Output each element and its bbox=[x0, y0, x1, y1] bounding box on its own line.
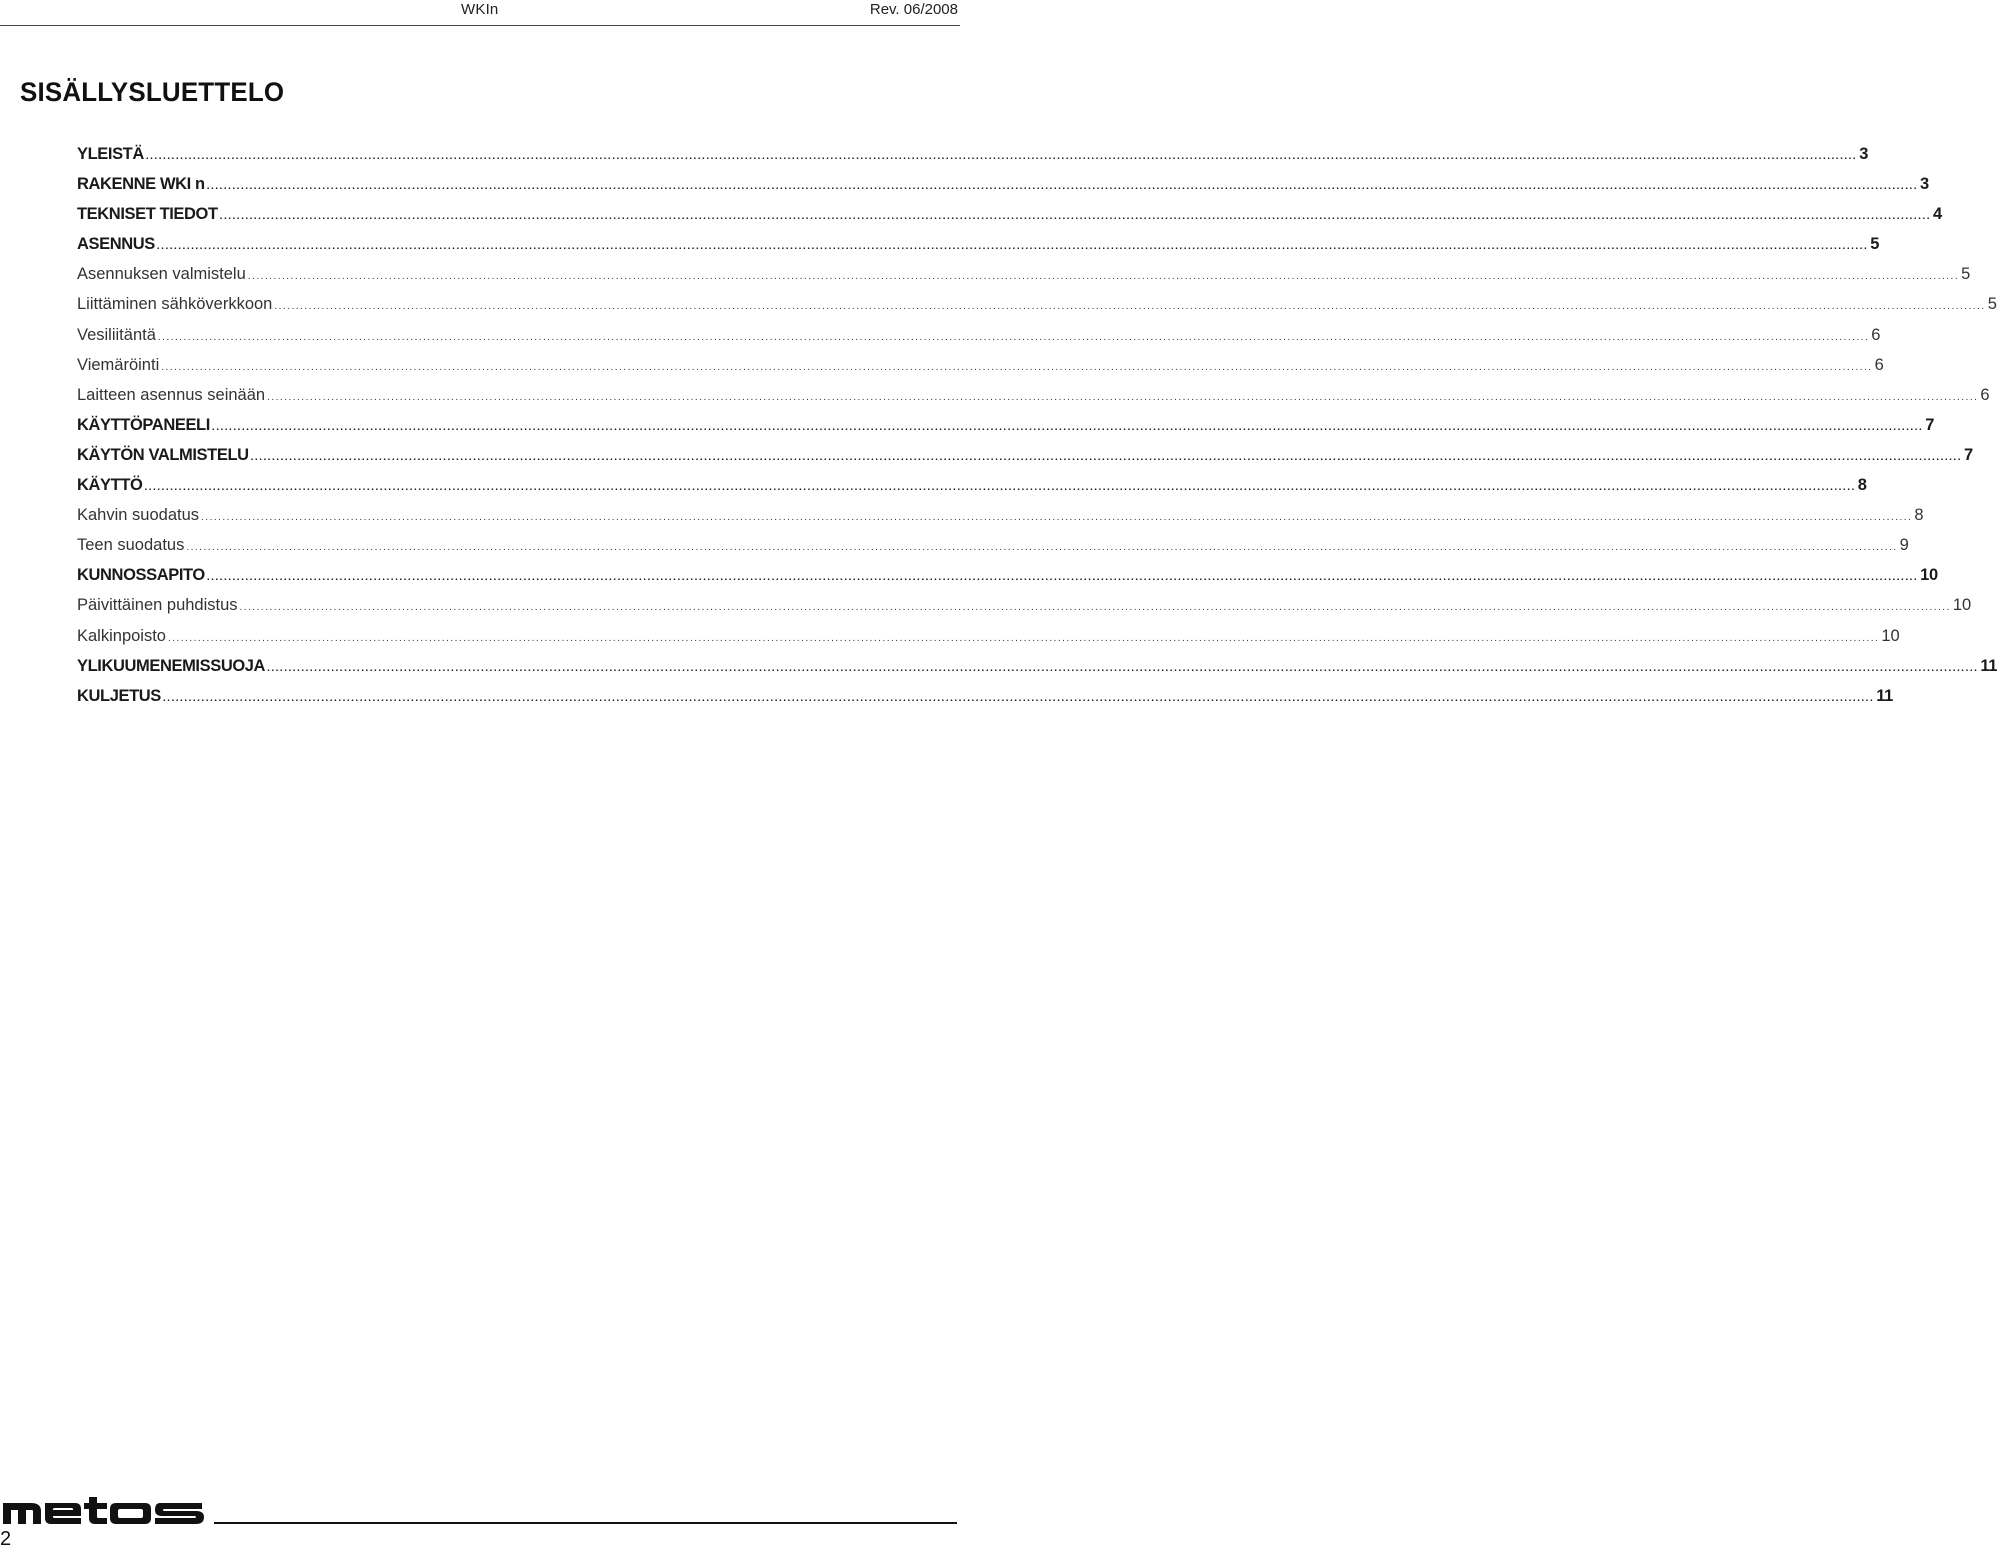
toc-entry-page: 5 bbox=[1870, 235, 1879, 254]
toc-leader-dots: ................................................................................................................................................................................................................................................................................................................................................................................................................ bbox=[247, 271, 1960, 283]
page-title: SISÄLLYSLUETTELO bbox=[20, 77, 285, 107]
toc-entry-page: 11 bbox=[1980, 656, 1997, 675]
toc-entry-label: Päivittäinen puhdistus bbox=[77, 596, 238, 615]
toc-entry-label: Asennuksen valmistelu bbox=[77, 265, 246, 284]
toc-entry bbox=[77, 651, 1997, 681]
toc-leader-dots: ................................................................................................................................................................................................................................................................................................................................................................................................................ bbox=[206, 181, 1919, 193]
toc-leader-dots: ................................................................................................................................................................................................................................................................................................................................................................................................................ bbox=[206, 572, 1919, 584]
toc-entry bbox=[77, 410, 1935, 440]
toc-entry bbox=[77, 229, 1879, 259]
toc-entry-page: 10 bbox=[1920, 566, 1938, 585]
toc-entry-label: YLEISTÄ bbox=[77, 145, 144, 163]
toc-entry bbox=[77, 259, 1971, 289]
toc-entry bbox=[77, 530, 1909, 560]
toc-leader-dots: ................................................................................................................................................................................................................................................................................................................................................................................................................ bbox=[211, 421, 1924, 433]
toc-entry bbox=[77, 621, 1900, 651]
toc-entry bbox=[77, 590, 1972, 620]
toc-entry-label: KUNNOSSAPITO bbox=[77, 566, 205, 585]
toc-leader-dots: ................................................................................................................................................................................................................................................................................................................................................................................................................ bbox=[219, 211, 1931, 223]
toc-entry bbox=[77, 350, 1884, 380]
toc-entry-page: 8 bbox=[1857, 476, 1867, 495]
toc-entry-label: Liittäminen sähköverkkoon bbox=[77, 295, 273, 314]
toc-entry-label: KULJETUS bbox=[77, 686, 161, 705]
toc-entry bbox=[77, 289, 1997, 319]
toc-entry bbox=[77, 199, 1942, 229]
toc-entry-label: Laitteen asennus seinään bbox=[77, 385, 266, 404]
toc-entry-label: KÄYTTÖ bbox=[77, 476, 143, 495]
toc-leader-dots: ................................................................................................................................................................................................................................................................................................................................................................................................................ bbox=[250, 451, 1962, 463]
toc-entry-page: 5 bbox=[1987, 295, 1997, 314]
toc-leader-dots: ................................................................................................................................................................................................................................................................................................................................................................................................................ bbox=[156, 241, 1869, 253]
toc-entry-page: 7 bbox=[1963, 445, 1973, 464]
toc-leader-dots: ................................................................................................................................................................................................................................................................................................................................................................................................................ bbox=[161, 361, 1873, 373]
toc-entry-page: 7 bbox=[1925, 415, 1935, 434]
toc-leader-dots: ................................................................................................................................................................................................................................................................................................................................................................................................................ bbox=[157, 331, 1870, 343]
toc-leader-dots: ................................................................................................................................................................................................................................................................................................................................................................................................................ bbox=[162, 692, 1875, 704]
toc-leader-dots: ................................................................................................................................................................................................................................................................................................................................................................................................................ bbox=[239, 602, 1951, 614]
toc-leader-dots: ................................................................................................................................................................................................................................................................................................................................................................................................................ bbox=[145, 151, 1858, 162]
toc-entry-page: 10 bbox=[1952, 596, 1972, 615]
toc-entry-page: 3 bbox=[1920, 175, 1929, 194]
page-header bbox=[0, 0, 960, 26]
toc-entry-label: Kahvin suodatus bbox=[77, 506, 200, 525]
table-of-contents bbox=[77, 139, 1997, 711]
toc-entry-label: RAKENNE WKI n bbox=[77, 175, 205, 194]
toc-entry bbox=[77, 380, 1990, 410]
toc-entry-label: KÄYTÖN VALMISTELU bbox=[77, 445, 249, 464]
revision-date: Rev. 06/2008 bbox=[869, 1, 958, 18]
toc-entry-label: Vesiliitäntä bbox=[77, 325, 156, 344]
footer-divider bbox=[214, 1522, 957, 1524]
toc-leader-dots: ................................................................................................................................................................................................................................................................................................................................................................................................................ bbox=[167, 632, 1880, 644]
toc-entry-page: 6 bbox=[1980, 385, 1990, 404]
toc-leader-dots: ................................................................................................................................................................................................................................................................................................................................................................................................................ bbox=[201, 512, 1913, 524]
metos-logo bbox=[3, 1497, 204, 1525]
toc-entry-page: 11 bbox=[1876, 686, 1893, 705]
toc-entry-page: 9 bbox=[1899, 536, 1909, 555]
toc-entry-page: 5 bbox=[1961, 265, 1971, 284]
toc-entry-label: TEKNISET TIEDOT bbox=[77, 205, 218, 224]
toc-entry bbox=[77, 681, 1893, 711]
header-divider bbox=[0, 25, 960, 26]
toc-entry-label: KÄYTTÖPANEELI bbox=[77, 415, 210, 434]
toc-entry-page: 10 bbox=[1881, 626, 1900, 645]
toc-entry bbox=[77, 560, 1938, 590]
toc-leader-dots: ................................................................................................................................................................................................................................................................................................................................................................................................................ bbox=[186, 542, 1898, 554]
page-number: 2 bbox=[0, 1528, 12, 1550]
toc-entry bbox=[77, 169, 1929, 199]
toc-entry-page: 6 bbox=[1874, 355, 1884, 374]
toc-leader-dots: ................................................................................................................................................................................................................................................................................................................................................................................................................ bbox=[144, 482, 1856, 494]
document-name: WKIn bbox=[461, 1, 499, 18]
toc-entry-label: Kalkinpoisto bbox=[77, 626, 166, 645]
toc-leader-dots: ................................................................................................................................................................................................................................................................................................................................................................................................................ bbox=[274, 301, 1986, 313]
toc-entry-page: 6 bbox=[1871, 325, 1881, 344]
toc-entry bbox=[77, 470, 1867, 500]
toc-leader-dots: ................................................................................................................................................................................................................................................................................................................................................................................................................ bbox=[267, 391, 1979, 403]
toc-entry bbox=[77, 320, 1881, 350]
toc-entry-page: 3 bbox=[1859, 145, 1868, 163]
toc-entry-label: Viemäröinti bbox=[77, 355, 160, 374]
toc-entry-page: 4 bbox=[1933, 205, 1942, 224]
toc-entry bbox=[77, 440, 1973, 470]
toc-entry-label: YLIKUUMENEMISSUOJA bbox=[77, 656, 266, 675]
toc-leader-dots: ................................................................................................................................................................................................................................................................................................................................................................................................................ bbox=[267, 662, 1979, 674]
toc-entry bbox=[77, 500, 1924, 530]
toc-entry-label: Teen suodatus bbox=[77, 536, 185, 555]
toc-entry bbox=[77, 139, 1868, 169]
toc-entry-page: 8 bbox=[1914, 506, 1924, 525]
toc-entry-label: ASENNUS bbox=[77, 235, 155, 254]
